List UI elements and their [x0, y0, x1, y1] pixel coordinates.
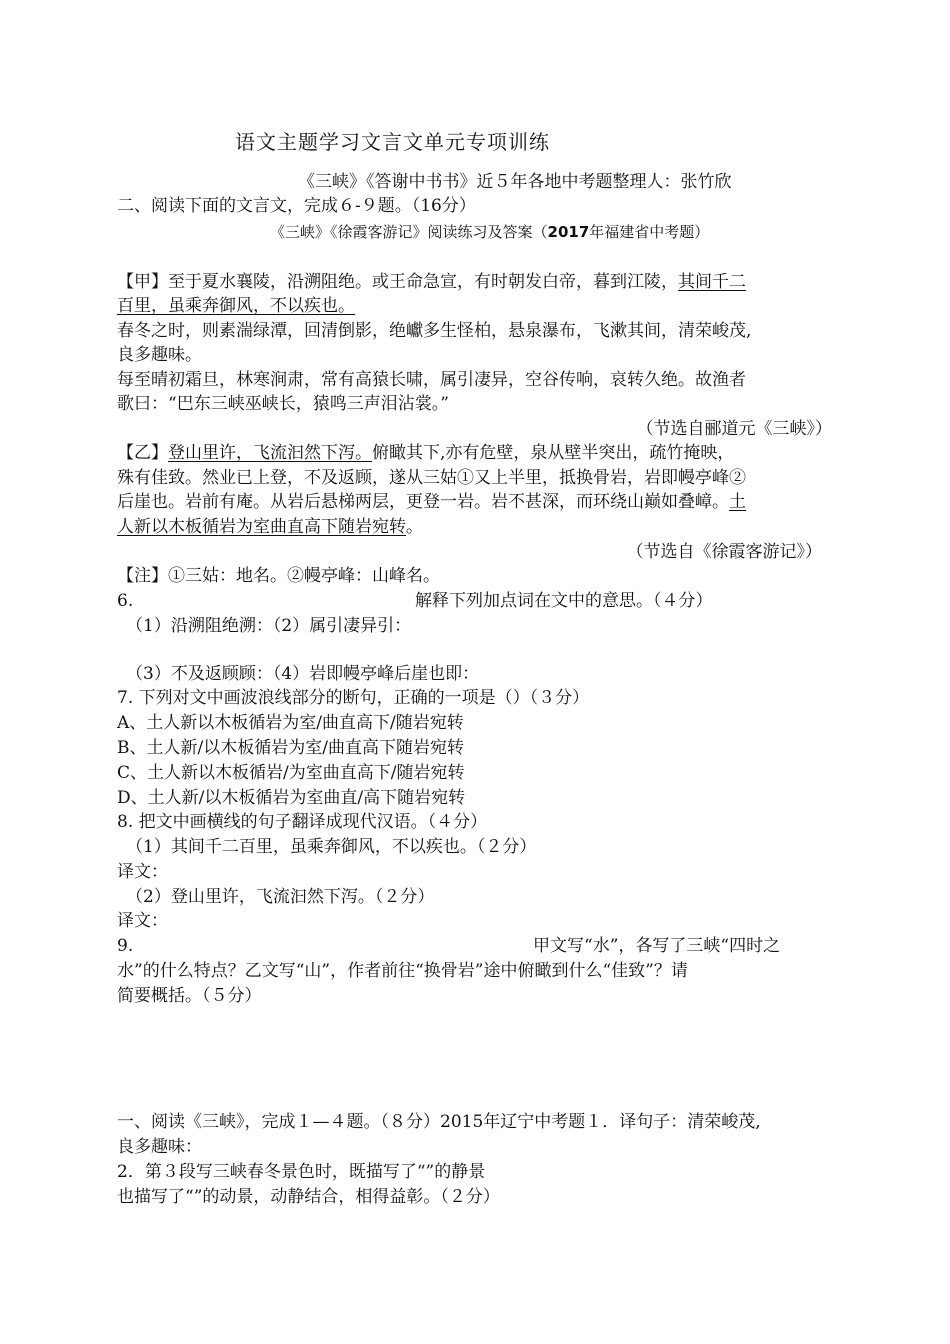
q8-answer-2-label: 译文：	[117, 911, 168, 931]
yi-line-3a: 后崖也。岩前有庵。从岩后悬梯两层，更登一岩。岩不甚深，而环绕山巅如叠嶂。	[117, 492, 729, 512]
yi-label: 【乙】	[117, 443, 168, 463]
yi-wavy-start: 土	[729, 492, 746, 512]
q7-stem: 7. 下列对文中画波浪线部分的断句，正确的一项是（）（３分）	[117, 688, 590, 708]
q7-option-b: B、土人新/以木板循岩为室/曲直高下随岩宛转	[117, 738, 464, 758]
doc-title: 语文主题学习文言文单元专项训练	[235, 130, 550, 154]
q8-stem: 8. 把文中画横线的句子翻译成现代汉语。（４分）	[117, 812, 488, 832]
jia-line-4: 良多趣味。	[117, 345, 202, 365]
q7-option-d: D、土人新/以木板循岩为室曲直/高下随岩宛转	[117, 788, 466, 808]
yi-underlined: 登山里许，飞流汩然下泻。	[168, 443, 372, 463]
q6-items-b: （3）不及返顾顾：（4）岩即幔亭峰后崖也即：	[126, 664, 480, 684]
yi-line-3	[117, 490, 837, 514]
q6-number: 6.	[117, 591, 134, 611]
part1-line-3: 2．第３段写三峡春冬景色时，既描写了“”的静景	[117, 1162, 486, 1182]
q9-number: 9.	[117, 936, 134, 956]
q6-stem: 解释下列加点词在文中的意思。（４分）	[415, 591, 713, 611]
q7-option-a: A、土人新以木板循岩为室/曲直高下/随岩宛转	[117, 713, 464, 733]
exam1-title	[270, 220, 950, 244]
yi-line-1c: 俯瞰其下,亦有危壁，泉从壁半突出，疏竹掩映，	[372, 443, 735, 463]
q9-line-2: 水”的什么特点？乙文写“山”，作者前往“换骨岩”途中俯瞰到什么“佳致”？请	[117, 961, 688, 981]
yi-line-4-end: 。	[406, 517, 423, 537]
part1-line-4: 也描写了“”的动景，动静结合，相得益彰。（２分）	[117, 1187, 500, 1207]
jia-line-2-underlined: 百里，虽乘奔御风，不以疾也。	[117, 296, 355, 316]
q8-sentence-1: （1）其间千二百里，虽乘奔御风，不以疾也。（２分）	[126, 837, 537, 857]
yi-source: （节选自《徐霞客游记》）	[626, 542, 822, 562]
jia-line-5: 每至晴初霜旦，林寒涧肃，常有高猿长啸，属引凄异，空谷传响，哀转久绝。故渔者	[117, 370, 746, 390]
yi-line-1	[117, 441, 837, 465]
q8-answer-1-label: 译文：	[117, 862, 168, 882]
exam1-title-a: 《三峡》《徐霞客游记》阅读练习及答案（	[270, 223, 548, 241]
q6-items-a: （1）沿溯阻绝溯：（2）属引凄异引：	[126, 616, 412, 636]
jia-line-1	[117, 270, 837, 294]
exam1-year: 2017	[547, 223, 590, 241]
yi-line-4	[117, 515, 837, 539]
q8-sentence-2: （2）登山里许，飞流汩然下泻。（２分）	[126, 887, 435, 907]
part1-line-1: 一、阅读《三峡》，完成１—４题。（８分）2015年辽宁中考题１．译句子：清荣峻茂,	[117, 1112, 761, 1132]
yi-line-2: 殊有佳致。然业已上登，不及返顾，遂从三姑①又上半里，抵换骨岩，岩即幔亭峰②	[117, 468, 746, 488]
q7-option-c: C、土人新以木板循岩/为室曲直高下/随岩宛转	[117, 763, 465, 783]
note: 【注】①三姑：地名。②幔亭峰：山峰名。	[117, 566, 440, 586]
exam1-title-c: 年福建省中考题）	[589, 223, 710, 241]
part1-line-2: 良多趣味：	[117, 1137, 202, 1157]
jia-line-6: 歌曰：“巴东三峡巫峡长，猿鸣三声泪沾裳。”	[117, 394, 449, 414]
yi-wavy-line: 人新以木板循岩为室曲直高下随岩宛转	[117, 517, 406, 537]
q9-line-1: 甲文写“水”，各写了三峡“四时之	[533, 936, 781, 956]
jia-line-3: 春冬之时，则素湍绿潭，回清倒影，绝巘多生怪柏，悬泉瀑布，飞漱其间，清荣峻茂,	[117, 321, 752, 341]
doc-subtitle: 《三峡》《答谢中书书》近５年各地中考题整理人：张竹欣	[298, 172, 732, 192]
part2-heading: 二、阅读下面的文言文，完成６-９题。（16分）	[117, 196, 476, 216]
q9-line-3: 简要概括。（５分）	[117, 986, 262, 1006]
jia-underlined-start: 其间千二	[678, 272, 746, 292]
jia-source: （节选自郦道元《三峡》）	[636, 419, 832, 439]
jia-line-1a: 【甲】至于夏水襄陵，沿溯阻绝。或王命急宣，有时朝发白帝，暮到江陵，	[117, 272, 678, 292]
